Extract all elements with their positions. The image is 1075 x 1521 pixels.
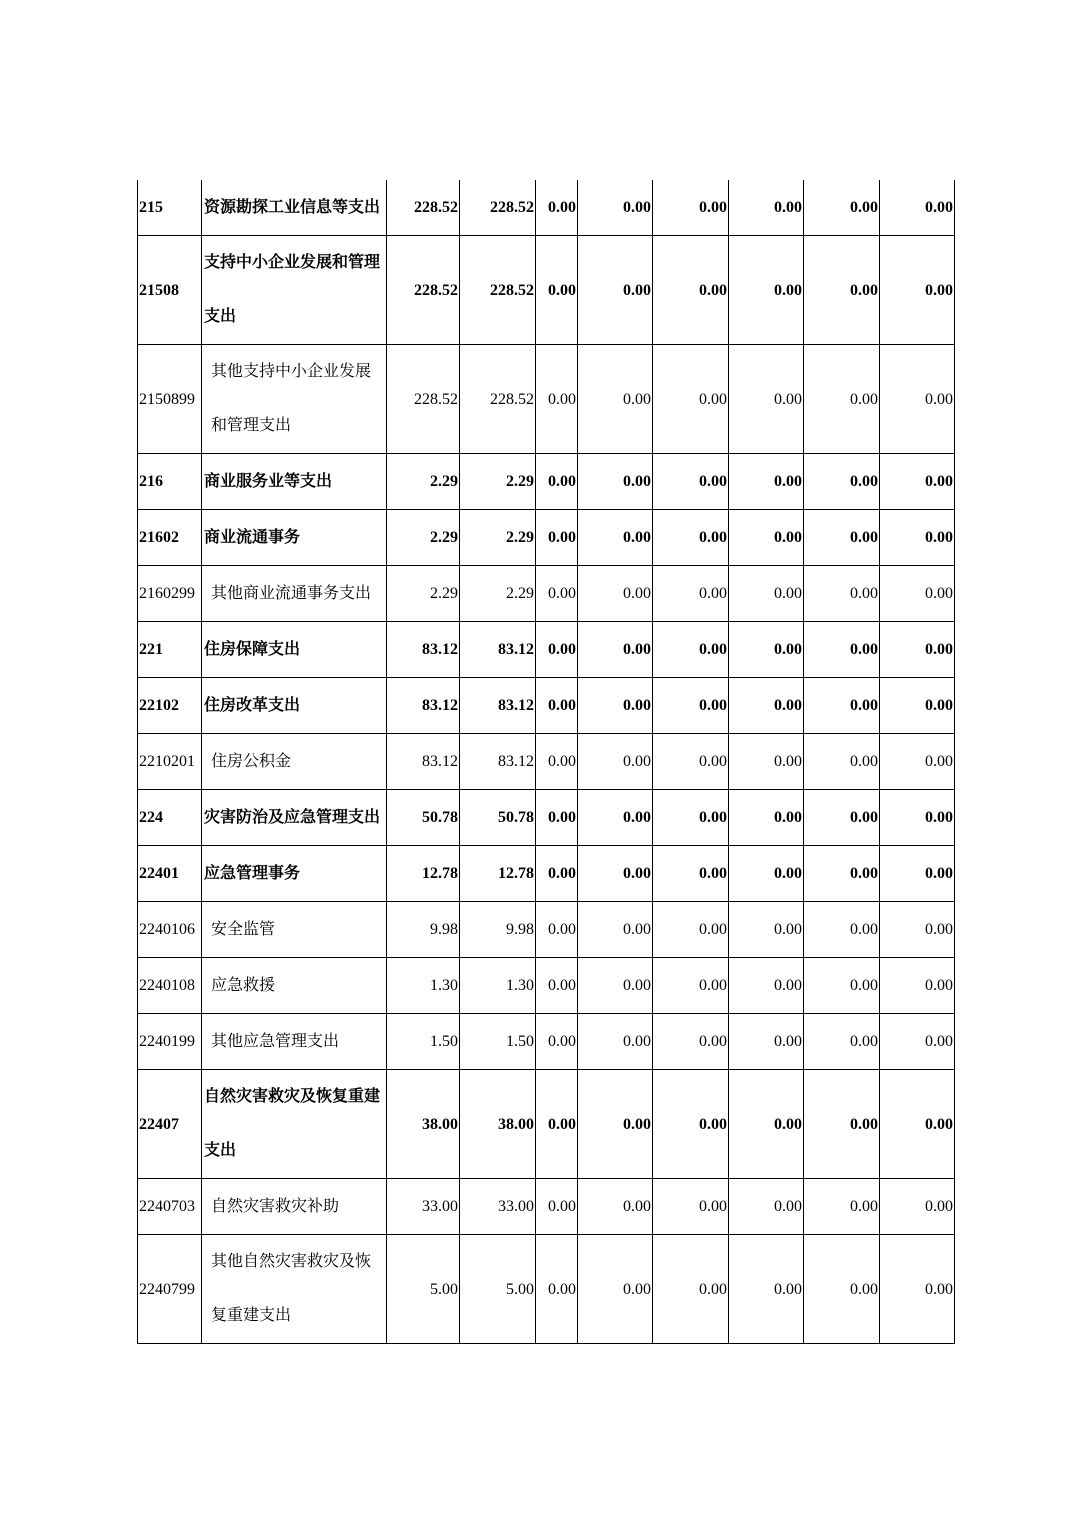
amount-cell: 0.00 [536,846,578,902]
amount-cell: 0.00 [578,622,653,678]
amount-cell: 0.00 [536,566,578,622]
amount-cell: 0.00 [880,902,955,958]
amount-cell: 0.00 [578,1014,653,1070]
amount-cell: 12.78 [387,846,460,902]
amount-cell: 0.00 [804,566,880,622]
amount-cell: 0.00 [653,958,729,1014]
subject-code-cell: 22407 [138,1070,202,1179]
amount-cell: 0.00 [653,1235,729,1344]
amount-cell: 0.00 [729,1014,804,1070]
amount-cell: 0.00 [729,846,804,902]
amount-cell: 0.00 [880,734,955,790]
amount-cell: 0.00 [804,510,880,566]
amount-cell: 0.00 [653,902,729,958]
amount-cell: 5.00 [460,1235,536,1344]
amount-cell: 0.00 [880,345,955,454]
amount-cell: 0.00 [536,454,578,510]
amount-cell: 0.00 [880,1070,955,1179]
table-row [138,180,955,236]
amount-cell: 228.52 [387,345,460,454]
subject-code-cell: 224 [138,790,202,846]
subject-code-cell: 2240799 [138,1235,202,1344]
amount-cell: 0.00 [880,236,955,345]
amount-cell: 0.00 [804,902,880,958]
subject-name-cell: 其他支持中小企业发展和管理支出 [202,345,387,454]
subject-name-cell: 住房公积金 [202,734,387,790]
amount-cell: 83.12 [387,678,460,734]
amount-cell: 38.00 [460,1070,536,1179]
subject-name-cell: 商业服务业等支出 [202,454,387,510]
amount-cell: 38.00 [387,1070,460,1179]
amount-cell: 0.00 [536,678,578,734]
amount-cell: 0.00 [729,734,804,790]
amount-cell: 0.00 [880,454,955,510]
table-row [138,734,955,790]
subject-name-cell: 安全监管 [202,902,387,958]
table-row [138,902,955,958]
amount-cell: 0.00 [578,510,653,566]
amount-cell: 0.00 [729,1070,804,1179]
amount-cell: 0.00 [536,345,578,454]
amount-cell: 228.52 [460,345,536,454]
amount-cell: 0.00 [578,734,653,790]
amount-cell: 0.00 [880,510,955,566]
amount-cell: 83.12 [387,622,460,678]
amount-cell: 0.00 [729,902,804,958]
table-row [138,345,955,454]
amount-cell: 0.00 [536,958,578,1014]
amount-cell: 0.00 [536,1179,578,1235]
amount-cell: 5.00 [387,1235,460,1344]
amount-cell: 0.00 [536,734,578,790]
amount-cell: 83.12 [460,678,536,734]
subject-code-cell: 2210201 [138,734,202,790]
amount-cell: 0.00 [880,622,955,678]
amount-cell: 2.29 [387,454,460,510]
amount-cell: 0.00 [880,846,955,902]
amount-cell: 0.00 [653,566,729,622]
amount-cell: 0.00 [536,902,578,958]
subject-name-cell: 其他自然灾害救灾及恢复重建支出 [202,1235,387,1344]
amount-cell: 9.98 [387,902,460,958]
amount-cell: 0.00 [729,678,804,734]
amount-cell: 0.00 [880,958,955,1014]
table-row [138,1235,955,1344]
subject-code-cell: 21602 [138,510,202,566]
amount-cell: 0.00 [880,790,955,846]
amount-cell: 0.00 [578,1070,653,1179]
amount-cell: 0.00 [804,454,880,510]
amount-cell: 2.29 [460,566,536,622]
subject-code-cell: 2240106 [138,902,202,958]
amount-cell: 0.00 [729,345,804,454]
subject-name-cell: 自然灾害救灾补助 [202,1179,387,1235]
amount-cell: 0.00 [653,622,729,678]
amount-cell: 83.12 [460,622,536,678]
amount-cell: 0.00 [536,510,578,566]
amount-cell: 0.00 [578,958,653,1014]
amount-cell: 0.00 [804,678,880,734]
amount-cell: 0.00 [804,790,880,846]
table-row [138,1070,955,1179]
amount-cell: 228.52 [387,236,460,345]
subject-code-cell: 21508 [138,236,202,345]
amount-cell: 0.00 [729,454,804,510]
expenditure-table [137,180,955,1344]
amount-cell: 228.52 [387,180,460,236]
amount-cell: 0.00 [804,734,880,790]
amount-cell: 2.29 [460,510,536,566]
amount-cell: 2.29 [387,566,460,622]
amount-cell: 0.00 [729,1235,804,1344]
amount-cell: 0.00 [578,1179,653,1235]
table-row [138,236,955,345]
amount-cell: 0.00 [729,790,804,846]
amount-cell: 0.00 [578,566,653,622]
amount-cell: 0.00 [804,622,880,678]
amount-cell: 50.78 [387,790,460,846]
amount-cell: 0.00 [804,1235,880,1344]
table-row [138,678,955,734]
amount-cell: 83.12 [387,734,460,790]
amount-cell: 0.00 [578,345,653,454]
table-row [138,1179,955,1235]
amount-cell: 33.00 [387,1179,460,1235]
amount-cell: 0.00 [578,180,653,236]
table-row [138,1014,955,1070]
amount-cell: 1.30 [460,958,536,1014]
table-row [138,566,955,622]
subject-code-cell: 2160299 [138,566,202,622]
amount-cell: 0.00 [804,1014,880,1070]
amount-cell: 0.00 [653,180,729,236]
table-row [138,958,955,1014]
amount-cell: 2.29 [460,454,536,510]
subject-name-cell: 其他应急管理支出 [202,1014,387,1070]
amount-cell: 0.00 [653,510,729,566]
amount-cell: 0.00 [880,678,955,734]
amount-cell: 0.00 [729,958,804,1014]
amount-cell: 0.00 [578,846,653,902]
amount-cell: 0.00 [804,1179,880,1235]
amount-cell: 0.00 [880,1235,955,1344]
amount-cell: 0.00 [653,454,729,510]
amount-cell: 0.00 [578,790,653,846]
amount-cell: 0.00 [536,1070,578,1179]
subject-code-cell: 2240199 [138,1014,202,1070]
amount-cell: 0.00 [729,1179,804,1235]
amount-cell: 33.00 [460,1179,536,1235]
amount-cell: 0.00 [536,236,578,345]
amount-cell: 0.00 [653,846,729,902]
amount-cell: 0.00 [880,1179,955,1235]
amount-cell: 0.00 [804,236,880,345]
amount-cell: 0.00 [536,1014,578,1070]
amount-cell: 9.98 [460,902,536,958]
table-row [138,790,955,846]
amount-cell: 0.00 [578,454,653,510]
amount-cell: 0.00 [880,180,955,236]
amount-cell: 0.00 [804,180,880,236]
subject-code-cell: 2240108 [138,958,202,1014]
amount-cell: 0.00 [880,566,955,622]
subject-name-cell: 应急管理事务 [202,846,387,902]
amount-cell: 0.00 [578,902,653,958]
subject-code-cell: 22102 [138,678,202,734]
amount-cell: 0.00 [729,622,804,678]
amount-cell: 0.00 [536,180,578,236]
table-row [138,846,955,902]
amount-cell: 2.29 [387,510,460,566]
amount-cell: 0.00 [653,790,729,846]
amount-cell: 0.00 [804,846,880,902]
amount-cell: 12.78 [460,846,536,902]
amount-cell: 0.00 [880,1014,955,1070]
subject-code-cell: 2150899 [138,345,202,454]
subject-name-cell: 资源勘探工业信息等支出 [202,180,387,236]
amount-cell: 1.50 [460,1014,536,1070]
amount-cell: 0.00 [804,1070,880,1179]
amount-cell: 0.00 [578,678,653,734]
subject-code-cell: 216 [138,454,202,510]
subject-name-cell: 商业流通事务 [202,510,387,566]
subject-code-cell: 215 [138,180,202,236]
table-row [138,622,955,678]
amount-cell: 228.52 [460,180,536,236]
amount-cell: 0.00 [653,1179,729,1235]
amount-cell: 0.00 [653,678,729,734]
amount-cell: 0.00 [804,345,880,454]
amount-cell: 0.00 [578,236,653,345]
subject-name-cell: 其他商业流通事务支出 [202,566,387,622]
amount-cell: 0.00 [729,236,804,345]
amount-cell: 0.00 [653,345,729,454]
amount-cell: 0.00 [653,734,729,790]
subject-name-cell: 自然灾害救灾及恢复重建支出 [202,1070,387,1179]
amount-cell: 0.00 [578,1235,653,1344]
subject-name-cell: 应急救援 [202,958,387,1014]
amount-cell: 1.30 [387,958,460,1014]
amount-cell: 1.50 [387,1014,460,1070]
subject-name-cell: 住房改革支出 [202,678,387,734]
amount-cell: 0.00 [653,1070,729,1179]
subject-code-cell: 22401 [138,846,202,902]
amount-cell: 0.00 [536,1235,578,1344]
amount-cell: 0.00 [653,1014,729,1070]
amount-cell: 0.00 [729,566,804,622]
amount-cell: 228.52 [460,236,536,345]
amount-cell: 0.00 [653,236,729,345]
subject-name-cell: 灾害防治及应急管理支出 [202,790,387,846]
subject-code-cell: 2240703 [138,1179,202,1235]
table-row [138,454,955,510]
table-row [138,510,955,566]
amount-cell: 0.00 [729,180,804,236]
amount-cell: 0.00 [729,510,804,566]
amount-cell: 0.00 [804,958,880,1014]
amount-cell: 0.00 [536,790,578,846]
subject-name-cell: 住房保障支出 [202,622,387,678]
amount-cell: 0.00 [536,622,578,678]
amount-cell: 50.78 [460,790,536,846]
subject-code-cell: 221 [138,622,202,678]
amount-cell: 83.12 [460,734,536,790]
subject-name-cell: 支持中小企业发展和管理支出 [202,236,387,345]
